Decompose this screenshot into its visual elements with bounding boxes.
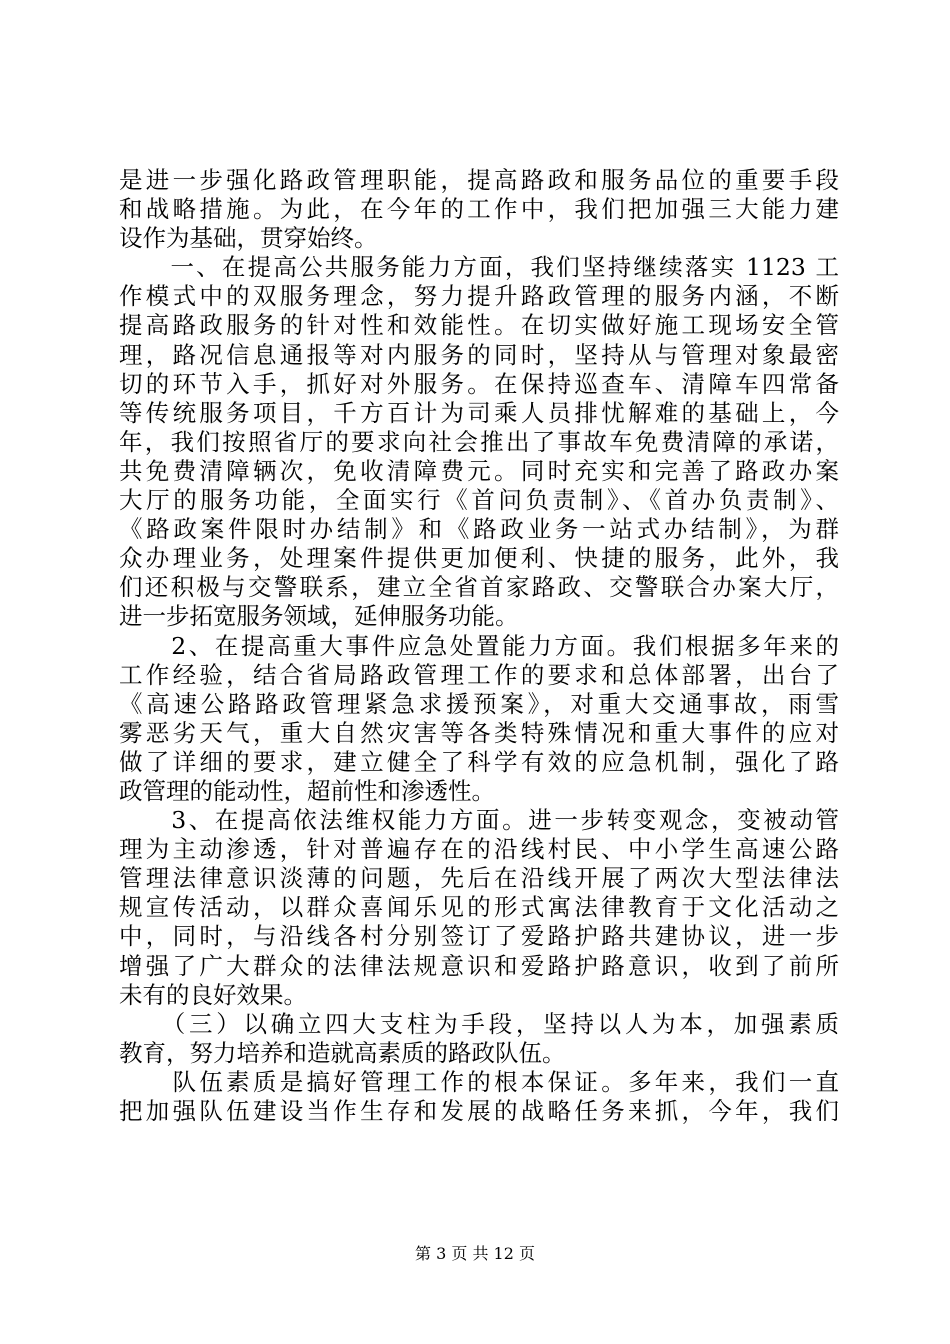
text-line: 中，同时，与沿线各村分别签订了爱路护路共建协议，进一步 — [119, 922, 839, 951]
text-line: 提高路政服务的针对性和效能性。在切实做好施工现场安全管 — [119, 311, 839, 340]
text-line: 队伍素质是搞好管理工作的根本保证。多年来，我们一直 — [119, 1067, 839, 1096]
page-footer: 第 3 页 共 12 页 — [415, 1244, 535, 1263]
text-line: 一、在提高公共服务能力方面，我们坚持继续落实 1123 工 — [119, 253, 839, 282]
text-line: 《高速公路路政管理紧急求援预案》，对重大交通事故，雨雪 — [119, 689, 839, 718]
text-line: 政管理的能动性，超前性和渗透性。 — [119, 776, 495, 805]
text-line: （三）以确立四大支柱为手段，坚持以人为本，加强素质 — [119, 1009, 839, 1038]
document-body — [119, 166, 839, 1126]
text-line: 管理法律意识淡薄的问题，先后在沿线开展了两次大型法律法 — [119, 864, 839, 893]
text-line: 切的环节入手，抓好对外服务。在保持巡查车、清障车四常备 — [119, 369, 839, 398]
text-line: 进一步拓宽服务领域，延伸服务功能。 — [119, 602, 519, 631]
text-line: 做了详细的要求，建立健全了科学有效的应急机制，强化了路 — [119, 747, 839, 776]
text-line: 教育，努力培养和造就高素质的路政队伍。 — [119, 1038, 566, 1067]
text-line: 设作为基础，贯穿始终。 — [119, 224, 378, 253]
text-line: 把加强队伍建设当作生存和发展的战略任务来抓，今年，我们 — [119, 1097, 839, 1125]
text-line: 3、在提高依法维权能力方面。进一步转变观念，变被动管 — [119, 806, 839, 835]
text-line: 理为主动渗透，针对普遍存在的沿线村民、中小学生高速公路 — [119, 835, 839, 864]
text-line: 未有的良好效果。 — [119, 980, 307, 1009]
text-line: 《路政案件限时办结制》和《路政业务一站式办结制》，为群 — [119, 515, 839, 544]
text-line: 们还积极与交警联系，建立全省首家路政、交警联合办案大厅， — [119, 573, 839, 602]
text-line: 和战略措施。为此，在今年的工作中，我们把加强三大能力建 — [119, 195, 839, 224]
text-line: 大厅的服务功能，全面实行《首问负责制》、《首办负责制》、 — [119, 486, 839, 515]
text-line: 2、在提高重大事件应急处置能力方面。我们根据多年来的 — [119, 631, 839, 660]
text-line: 增强了广大群众的法律法规意识和爱路护路意识，收到了前所 — [119, 951, 839, 980]
text-line: 共免费清障辆次，免收清障费元。同时充实和完善了路政办案 — [119, 456, 839, 485]
text-line: 是进一步强化路政管理职能，提高路政和服务品位的重要手段 — [119, 166, 839, 194]
text-line: 工作经验，结合省局路政管理工作的要求和总体部署，出台了 — [119, 660, 839, 689]
text-line: 作模式中的双服务理念，努力提升路政管理的服务内涵，不断 — [119, 282, 839, 311]
text-line: 年，我们按照省厅的要求向社会推出了事故车免费清障的承诺， — [119, 427, 839, 456]
text-line: 规宣传活动，以群众喜闻乐见的形式寓法律教育于文化活动之 — [119, 893, 839, 922]
text-line: 雾恶劣天气，重大自然灾害等各类特殊情况和重大事件的应对 — [119, 718, 839, 747]
text-line: 众办理业务，处理案件提供更加便利、快捷的服务，此外，我 — [119, 544, 839, 573]
text-line: 等传统服务项目，千方百计为司乘人员排忧解难的基础上，今 — [119, 398, 839, 427]
text-line: 理，路况信息通报等对内服务的同时，坚持从与管理对象最密 — [119, 340, 839, 369]
